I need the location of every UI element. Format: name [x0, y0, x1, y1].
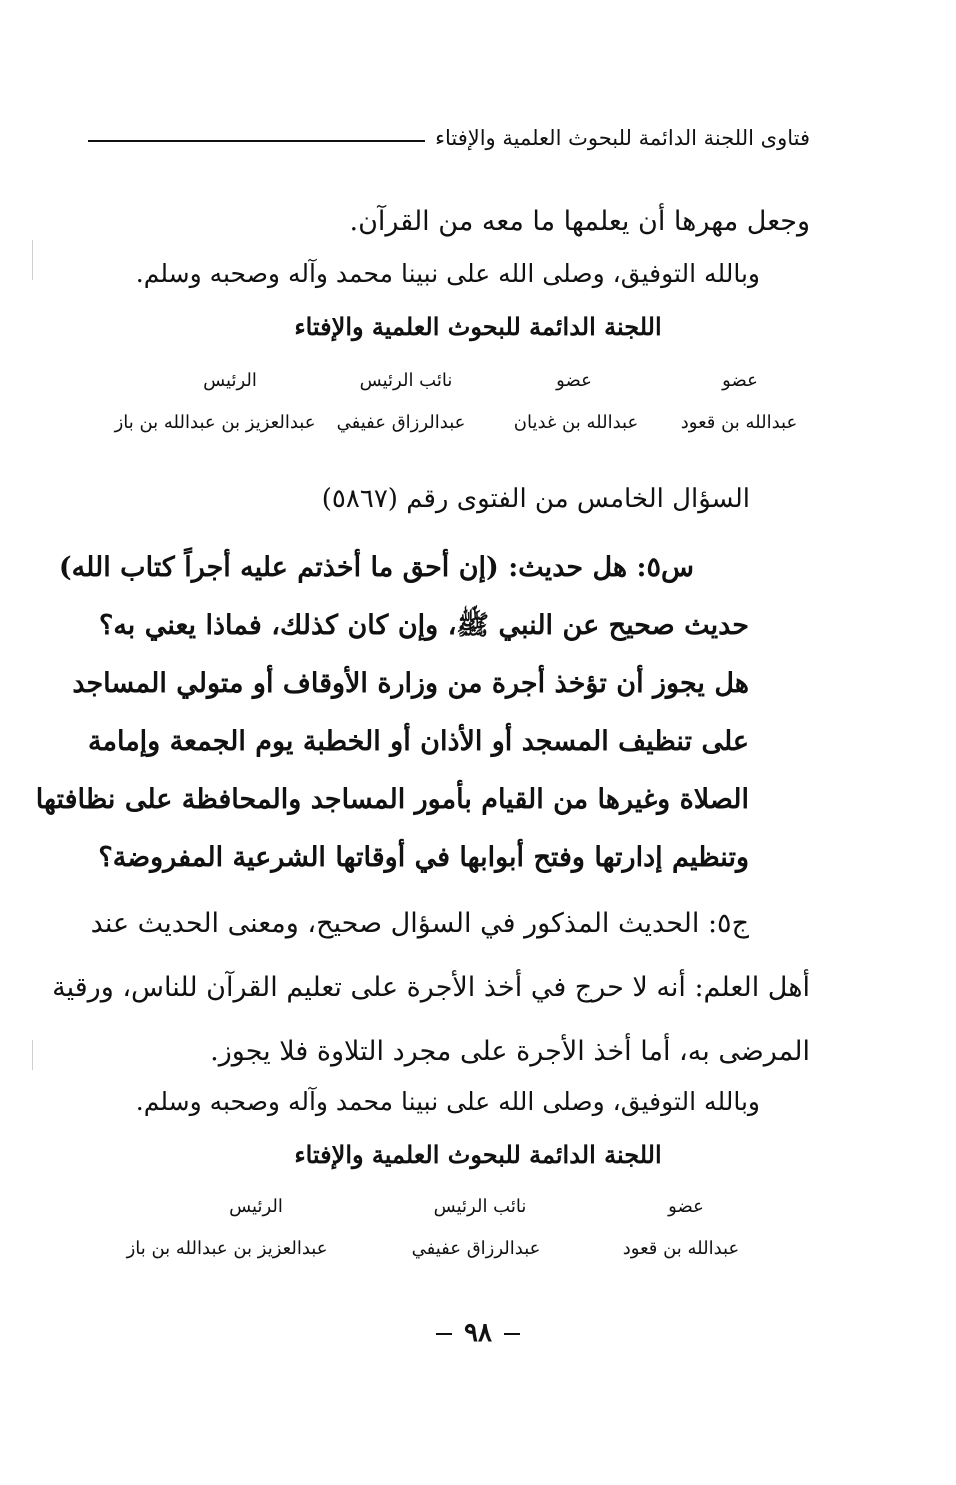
scan-artifact	[32, 1040, 33, 1070]
signature-role: عضو	[556, 370, 592, 391]
scan-artifact	[32, 240, 33, 280]
signature-name: عبدالله بن قعود	[680, 412, 798, 433]
signature-name: عبدالله بن قعود	[622, 1238, 740, 1259]
signature-role: نائب الرئيس	[359, 370, 453, 391]
running-header	[88, 118, 810, 158]
page-number-dash	[504, 1333, 520, 1335]
signature-role: عضو	[722, 370, 758, 391]
previous-answer-line: وجعل مهرها أن يعلمها ما معه من القرآن.	[349, 206, 810, 237]
answer-line: المرضى به، أما أخذ الأجرة على مجرد التلاوة فلا يجوز.	[210, 1036, 810, 1067]
signature-name: عبدالرزاق عفيفي	[411, 1238, 541, 1259]
page-number-value: ٩٨	[464, 1318, 492, 1348]
signature-role: الرئيس	[203, 370, 257, 391]
question-line: حديث صحيح عن النبي ﷺ، وإن كان كذلك، فماذا يعني به؟	[99, 610, 749, 641]
signature-role: عضو	[668, 1196, 704, 1217]
question-line: هل يجوز أن تؤخذ أجرة من وزارة الأوقاف أو متولي المساجد	[72, 668, 749, 699]
page-number-dash	[436, 1333, 452, 1335]
signature-name: عبدالله بن غديان	[513, 412, 639, 433]
question-line: وتنظيم إدارتها وفتح أبوابها في أوقاتها الشرعية المفروضة؟	[98, 842, 749, 873]
running-header-title: فتاوى اللجنة الدائمة للبحوث العلمية والإفتاء	[435, 126, 810, 150]
signature-name: عبدالعزيز بن عبدالله بن باز	[114, 412, 316, 433]
header-rule	[88, 140, 425, 142]
committee-name-1: اللجنة الدائمة للبحوث العلمية والإفتاء	[294, 312, 662, 341]
signature-role: نائب الرئيس	[433, 1196, 527, 1217]
answer-line: ج٥: الحديث المذكور في السؤال صحيح، ومعنى الحديث عند	[90, 908, 749, 939]
previous-answer-closing: وبالله التوفيق، وصلى الله على نبينا محمد وآله وصحبه وسلم.	[135, 259, 760, 288]
signature-name: عبدالعزيز بن عبدالله بن باز	[126, 1238, 328, 1259]
answer-line: أهل العلم: أنه لا حرج في أخذ الأجرة على تعليم القرآن للناس، ورقية	[52, 972, 810, 1003]
committee-name-2: اللجنة الدائمة للبحوث العلمية والإفتاء	[294, 1140, 662, 1169]
question-line: الصلاة وغيرها من القيام بأمور المساجد والمحافظة على نظافتها	[35, 784, 749, 815]
page-number	[0, 1318, 956, 1348]
fatwa-heading: السؤال الخامس من الفتوى رقم (٥٨٦٧)	[321, 484, 750, 514]
signature-role: الرئيس	[229, 1196, 283, 1217]
answer-closing: وبالله التوفيق، وصلى الله على نبينا محمد وآله وصحبه وسلم.	[135, 1087, 760, 1116]
question-line: س٥: هل حديث: (إن أحق ما أخذتم عليه أجراً كتاب الله)	[58, 552, 694, 583]
question-line: على تنظيف المسجد أو الأذان أو الخطبة يوم الجمعة وإمامة	[88, 726, 749, 757]
signature-name: عبدالرزاق عفيفي	[336, 412, 466, 433]
